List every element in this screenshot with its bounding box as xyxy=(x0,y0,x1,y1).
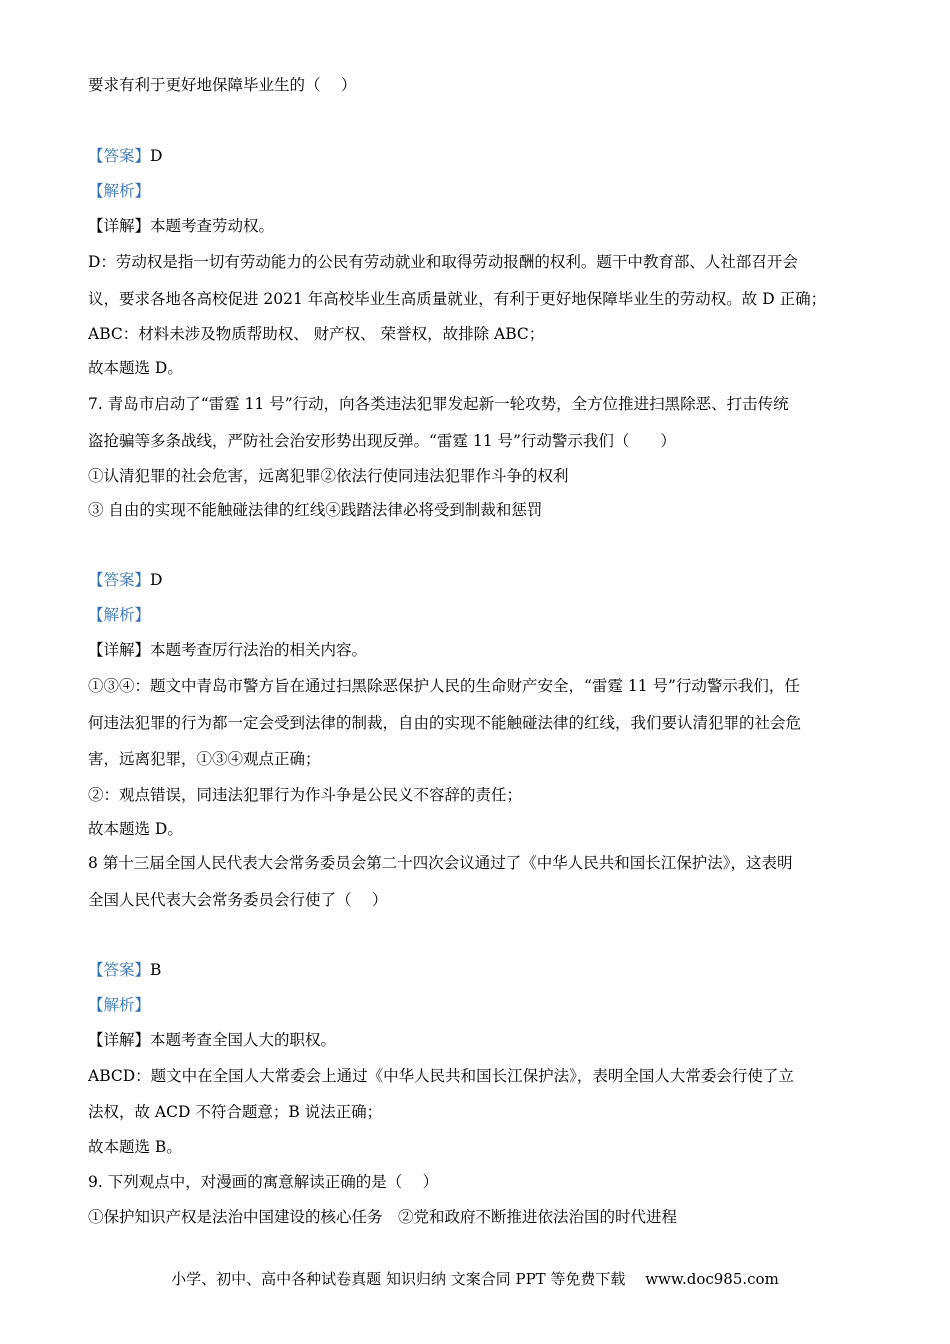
explanation-line: D：劳动权是指一切有劳动能力的公民有劳动就业和取得劳动报酬的权利。题干中教育部、人社部召开会 xyxy=(88,253,798,271)
answer-value: D xyxy=(150,571,163,589)
explanation-line: 法权，故 ACD 不符合题意；B 说法正确； xyxy=(88,1103,383,1121)
explanation-line: 害，远离犯罪，①③④观点正确； xyxy=(88,750,321,768)
statement-line: ①保护知识产权是法治中国建设的核心任务 ②党和政府不断推进依法治国的时代进程 xyxy=(88,1208,678,1226)
statement-line: ①认清犯罪的社会危害，远离犯罪②依法行使同违法犯罪作斗争的权利 xyxy=(88,467,569,485)
analysis-tag: 【解析】 xyxy=(88,996,151,1014)
explanation-line: ②：观点错误，同违法犯罪行为作斗争是公民义不容辞的责任； xyxy=(88,786,523,804)
detail-line xyxy=(88,216,878,236)
explanation-line: ABC：材料未涉及物质帮助权、 财产权、 荣誉权，故排除 ABC； xyxy=(88,325,545,343)
question-stem: 9. 下列观点中，对漫画的寓意解读正确的是（ ） xyxy=(88,1173,439,1191)
detail-line xyxy=(88,640,878,660)
answer-tag: 【答案】 xyxy=(88,147,151,165)
answer-line xyxy=(88,960,878,980)
detail-tag: 【详解】 xyxy=(88,217,151,235)
explanation-line: ①③④：题文中青岛市警方旨在通过扫黑除恶保护人民的生命财产安全，“雷霆 11 号”行动警示我们，任 xyxy=(88,677,800,695)
page-footer: 小学、初中、高中各种试卷真题 知识归纳 文案合同 PPT 等免费下载 www.doc985.com xyxy=(171,1270,779,1288)
detail-tag: 【详解】 xyxy=(88,1031,151,1049)
answer-tag: 【答案】 xyxy=(88,961,151,979)
analysis-tag: 【解析】 xyxy=(88,606,151,624)
detail-text: 本题考查全国人大的职权。 xyxy=(150,1031,337,1049)
question-stem: 盗抢骗等多条战线，严防社会治安形势出现反弹。“雷霆 11 号”行动警示我们（ ） xyxy=(88,432,676,450)
conclusion-line: 故本题选 B。 xyxy=(88,1138,182,1156)
question-stem: 7. 青岛市启动了“雷霆 11 号”行动，向各类违法犯罪发起新一轮攻势，全方位推进扫黑除恶、打击传统 xyxy=(88,395,789,413)
explanation-line: 何违法犯罪的行为都一定会受到法律的制裁，自由的实现不能触碰法律的红线，我们要认清犯罪的社会危 xyxy=(88,714,802,732)
explanation-line: 议，要求各地各高校促进 2021 年高校毕业生高质量就业，有利于更好地保障毕业生的劳动权。故 D 正确； xyxy=(88,290,827,308)
answer-line xyxy=(88,146,878,166)
conclusion-line: 故本题选 D。 xyxy=(88,359,183,377)
answer-line xyxy=(88,570,878,590)
conclusion-line: 故本题选 D。 xyxy=(88,820,183,838)
answer-value: B xyxy=(150,961,162,979)
statement-line: ③ 自由的实现不能触碰法律的红线④践踏法律必将受到制裁和惩罚 xyxy=(88,501,543,519)
question-stem: 要求有利于更好地保障毕业生的（ ） xyxy=(88,76,357,94)
answer-value: D xyxy=(150,147,163,165)
detail-text: 本题考查劳动权。 xyxy=(150,217,275,235)
detail-line xyxy=(88,1030,878,1050)
question-stem: 8 第十三届全国人民代表大会常务委员会第二十四次会议通过了《中华人民共和国长江保护法》，这表明 xyxy=(88,854,793,872)
question-stem: 全国人民代表大会常务委员会行使了（ ） xyxy=(88,891,388,909)
detail-tag: 【详解】 xyxy=(88,641,151,659)
analysis-tag: 【解析】 xyxy=(88,182,151,200)
detail-text: 本题考查厉行法治的相关内容。 xyxy=(150,641,368,659)
explanation-line: ABCD：题文中在全国人大常委会上通过《中华人民共和国长江保护法》，表明全国人大常委会行使了立 xyxy=(88,1067,794,1085)
answer-tag: 【答案】 xyxy=(88,571,151,589)
